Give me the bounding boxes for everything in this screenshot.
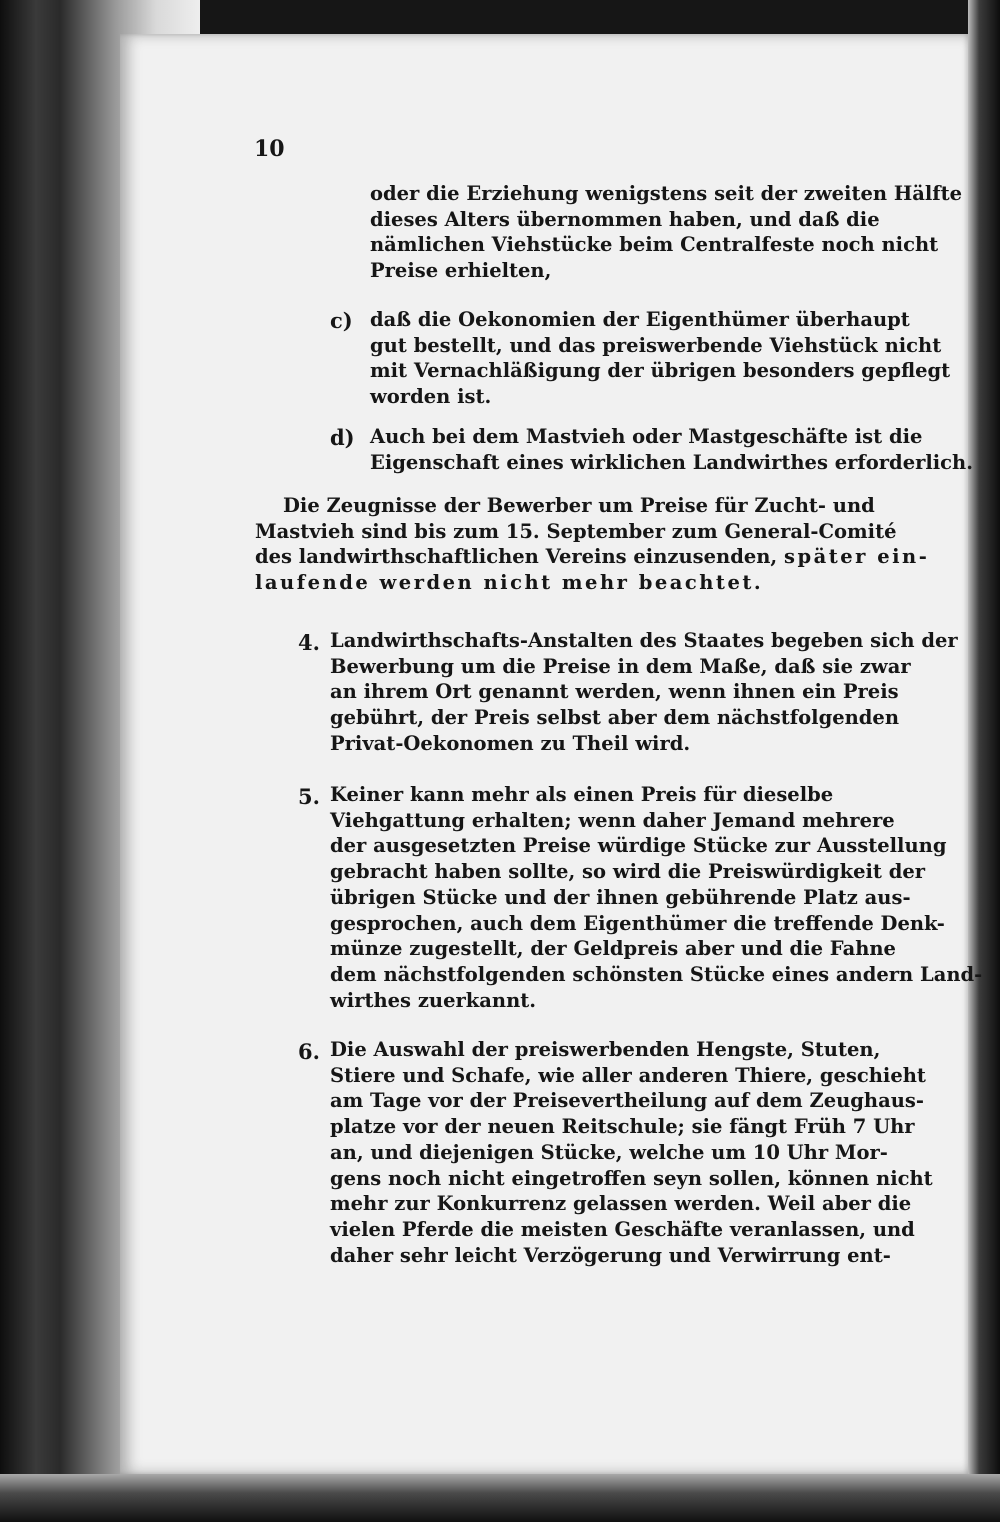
text-line: Mastvieh sind bis zum 15. September zum General-Comité xyxy=(255,519,897,543)
text-line: daß die Oekonomien der Eigenthümer überhaupt xyxy=(370,308,910,331)
text-line: Die Auswahl der preiswerbenden Hengste, Stuten, xyxy=(330,1038,881,1061)
text-line: Preise erhielten, xyxy=(370,259,552,283)
text-line: nämlichen Viehstücke beim Centralfeste noch nicht xyxy=(370,233,939,257)
text-line: gut bestellt, und das preiswerbende Viehstück nicht xyxy=(370,333,942,357)
item-c-text xyxy=(370,307,950,410)
text-line: Viehgattung erhalten; wenn daher Jemand mehrere xyxy=(330,808,895,832)
spaced-emphasis: später ein- xyxy=(784,545,930,569)
bottom-page-edge xyxy=(0,1474,1000,1522)
text-line: daher sehr leicht Verzögerung und Verwirrung ent- xyxy=(330,1243,891,1267)
continuation-block xyxy=(370,181,962,284)
text-line: an ihrem Ort genannt werden, wenn ihnen ein Preis xyxy=(330,680,899,704)
item-5-marker: 5. xyxy=(298,784,320,809)
text-line: gebührt, der Preis selbst aber dem nächstfolgenden xyxy=(330,706,900,730)
text-line: der ausgesetzten Preise würdige Stücke zur Ausstellung xyxy=(330,834,947,858)
text-line: Eigenschaft eines wirklichen Landwirthes erforderlich. xyxy=(370,450,974,474)
page-number: 10 xyxy=(254,136,285,162)
item-4-marker: 4. xyxy=(298,630,320,655)
text-line: dieses Alters übernommen haben, und daß die xyxy=(370,207,880,231)
text-line: an, und diejenigen Stücke, welche um 10 Uhr Mor- xyxy=(330,1140,888,1164)
text-line xyxy=(255,544,929,570)
text-line: am Tage vor der Preisevertheilung auf dem Zeughaus- xyxy=(330,1089,924,1113)
certificate-paragraph xyxy=(255,493,929,596)
item-d-text xyxy=(370,424,973,475)
text-line: Landwirthschafts-Anstalten des Staates begeben sich der xyxy=(330,629,958,652)
text-line: platze vor der neuen Reitschule; sie fängt Früh 7 Uhr xyxy=(330,1115,915,1139)
text-line: Privat-Oekonomen zu Theil wird. xyxy=(330,731,691,755)
text-line-start: des landwirthschaftlichen Vereins einzusenden, xyxy=(255,545,778,569)
text-line: Stiere und Schafe, wie aller anderen Thiere, geschieht xyxy=(330,1063,926,1087)
text-line: gens noch nicht eingetroffen seyn sollen, können nicht xyxy=(330,1166,933,1190)
text-line: mehr zur Konkurrenz gelassen werden. Weil aber die xyxy=(330,1192,912,1216)
text-line: Die Zeugnisse der Bewerber um Preise für Zucht- und xyxy=(283,494,875,517)
text-line: Auch bei dem Mastvieh oder Mastgeschäfte ist die xyxy=(370,425,923,448)
text-line: wirthes zuerkannt. xyxy=(330,988,537,1012)
text-line: übrigen Stücke und der ihnen gebührende Platz aus- xyxy=(330,885,911,909)
text-line: gebracht haben sollte, so wird die Preiswürdigkeit der xyxy=(330,860,926,884)
text-line: Keiner kann mehr als einen Preis für dieselbe xyxy=(330,783,834,806)
text-line: worden ist. xyxy=(370,385,492,409)
text-line: mit Vernachläßigung der übrigen besonders gepflegt xyxy=(370,359,951,383)
right-page-edge xyxy=(968,0,1000,1522)
text-line: Bewerbung um die Preise in dem Maße, daß sie zwar xyxy=(330,654,911,678)
item-5-text xyxy=(330,782,982,1013)
item-6-marker: 6. xyxy=(298,1039,320,1064)
item-4-text xyxy=(330,628,958,757)
item-d-marker: d) xyxy=(330,425,355,450)
text-line: vielen Pferde die meisten Geschäfte veranlassen, und xyxy=(330,1217,915,1241)
item-6-text xyxy=(330,1037,933,1268)
text-line: dem nächstfolgenden schönsten Stücke eines andern Land- xyxy=(330,962,983,986)
text-line: gesprochen, auch dem Eigenthümer die treffende Denk- xyxy=(330,911,945,935)
text-line-spaced: laufende werden nicht mehr beachtet. xyxy=(255,571,764,595)
item-c-marker: c) xyxy=(330,308,353,333)
text-line: oder die Erziehung wenigstens seit der zweiten Hälfte xyxy=(370,182,963,205)
text-line: münze zugestellt, der Geldpreis aber und die Fahne xyxy=(330,937,896,961)
